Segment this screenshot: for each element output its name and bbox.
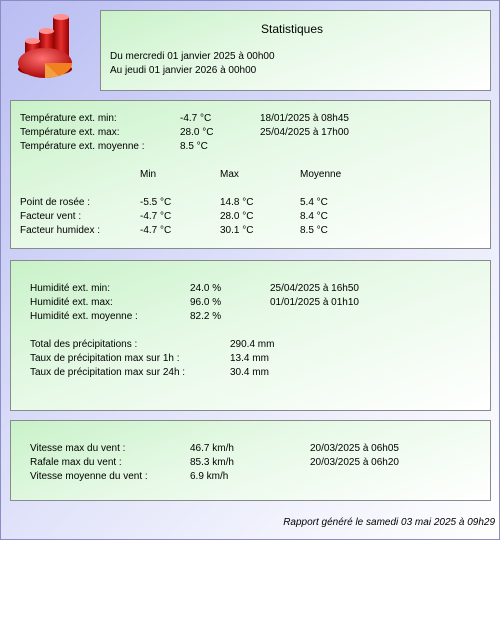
humidity-avg-label: Humidité ext. moyenne : [30, 311, 138, 322]
precip-1h-label: Taux de précipitation max sur 1h : [30, 353, 180, 364]
page-title: Statistiques [261, 22, 324, 36]
dewpoint-max: 14.8 °C [220, 197, 254, 208]
humidex-avg: 8.5 °C [300, 225, 328, 236]
humidex-label: Facteur humidex : [20, 225, 101, 236]
wind-gust-date: 20/03/2025 à 06h20 [310, 457, 399, 468]
temp-min-label: Température ext. min: [20, 113, 117, 124]
column-header-min: Min [140, 169, 157, 180]
period-to: Au jeudi 01 janvier 2026 à 00h00 [110, 65, 257, 76]
humidity-avg-value: 82.2 % [190, 311, 222, 322]
wind-gust-value: 85.3 km/h [190, 457, 234, 468]
temp-max-date: 25/04/2025 à 17h00 [260, 127, 349, 138]
wind-avg-label: Vitesse moyenne du vent : [30, 471, 148, 482]
humidity-max-value: 96.0 % [190, 297, 222, 308]
column-header-max: Max [220, 169, 239, 180]
wind-max-label: Vitesse max du vent : [30, 443, 126, 454]
precip-24h-label: Taux de précipitation max sur 24h : [30, 367, 186, 378]
precip-24h-value: 30.4 mm [230, 367, 269, 378]
humidity-max-date: 01/01/2025 à 01h10 [270, 297, 359, 308]
dewpoint-min: -5.5 °C [140, 197, 172, 208]
wind-gust-label: Rafale max du vent : [30, 457, 122, 468]
report-footer: Rapport généré le samedi 03 mai 2025 à 09h29 [283, 517, 495, 528]
temp-min-date: 18/01/2025 à 08h45 [260, 113, 349, 124]
humidity-min-label: Humidité ext. min: [30, 283, 111, 294]
column-header-avg: Moyenne [300, 169, 342, 180]
windchill-min: -4.7 °C [140, 211, 172, 222]
precip-total-value: 290.4 mm [230, 339, 275, 350]
statistics-chart-icon [15, 13, 79, 81]
humidity-max-label: Humidité ext. max: [30, 297, 113, 308]
temp-min-value: -4.7 °C [180, 113, 212, 124]
dewpoint-label: Point de rosée : [20, 197, 91, 208]
humidity-panel [10, 260, 491, 411]
temperature-panel [10, 100, 491, 249]
wind-avg-value: 6.9 km/h [190, 471, 229, 482]
windchill-max: 28.0 °C [220, 211, 254, 222]
wind-panel [10, 420, 491, 501]
temp-max-label: Température ext. max: [20, 127, 120, 138]
humidex-max: 30.1 °C [220, 225, 254, 236]
wind-max-value: 46.7 km/h [190, 443, 234, 454]
header-panel [100, 10, 491, 91]
humidity-min-value: 24.0 % [190, 283, 222, 294]
temp-avg-label: Température ext. moyenne : [20, 141, 145, 152]
humidity-min-date: 25/04/2025 à 16h50 [270, 283, 359, 294]
period-from: Du mercredi 01 janvier 2025 à 00h00 [110, 51, 275, 62]
temp-avg-value: 8.5 °C [180, 141, 208, 152]
wind-max-date: 20/03/2025 à 06h05 [310, 443, 399, 454]
precip-total-label: Total des précipitations : [30, 339, 138, 350]
windchill-avg: 8.4 °C [300, 211, 328, 222]
dewpoint-avg: 5.4 °C [300, 197, 328, 208]
humidex-min: -4.7 °C [140, 225, 172, 236]
windchill-label: Facteur vent : [20, 211, 82, 222]
precip-1h-value: 13.4 mm [230, 353, 269, 364]
temp-max-value: 28.0 °C [180, 127, 214, 138]
